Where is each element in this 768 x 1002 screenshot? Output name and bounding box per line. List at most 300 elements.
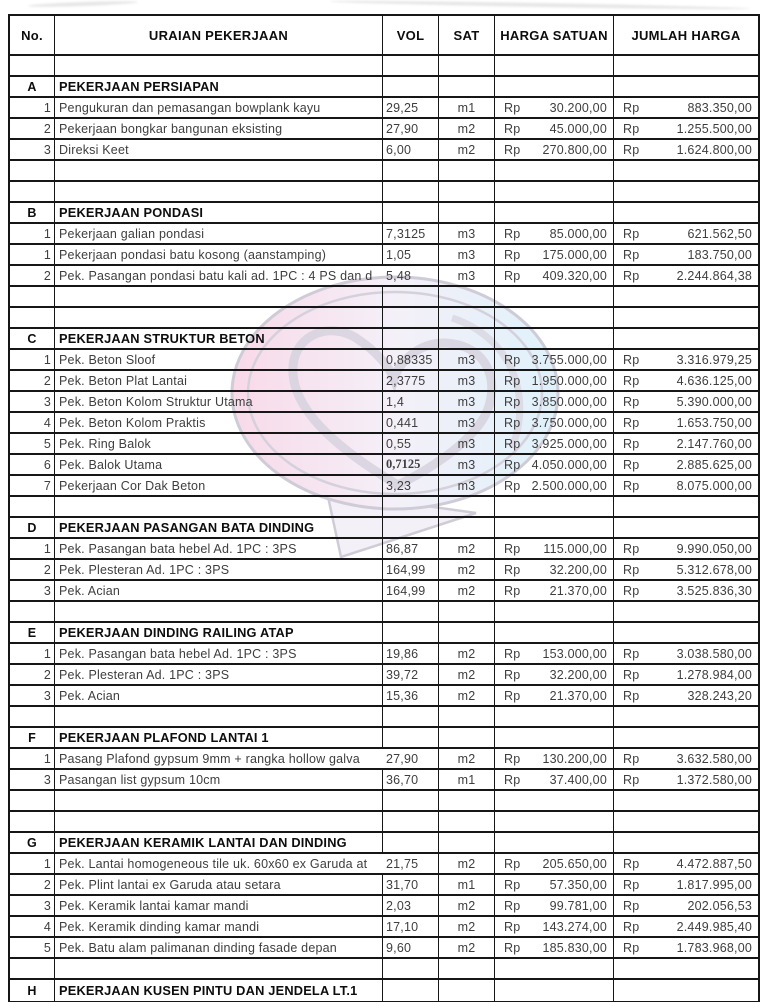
unit-cell: m2 bbox=[439, 854, 495, 873]
amount-value: 183.750,00 bbox=[687, 247, 752, 262]
unit-price-cell bbox=[495, 245, 614, 264]
unit-price-cell bbox=[495, 371, 614, 390]
row-number-cell bbox=[10, 56, 55, 75]
volume-cell bbox=[383, 287, 439, 306]
table-row bbox=[10, 875, 758, 896]
cost-estimate-table bbox=[8, 14, 760, 1002]
unit-price-cell bbox=[495, 287, 614, 306]
row-number-cell: 1 bbox=[10, 749, 55, 768]
empty-row bbox=[10, 959, 758, 980]
unit-price-cell bbox=[495, 980, 614, 1001]
row-number-cell: B bbox=[10, 203, 55, 222]
work-description-cell: PEKERJAAN DINDING RAILING ATAP bbox=[55, 623, 383, 642]
total-price-cell bbox=[614, 245, 758, 264]
row-number-cell: 2 bbox=[10, 560, 55, 579]
unit-cell: m2 bbox=[439, 560, 495, 579]
unit-cell bbox=[439, 833, 495, 852]
row-number-cell bbox=[10, 707, 55, 726]
volume-cell bbox=[383, 707, 439, 726]
unit-cell: m2 bbox=[439, 686, 495, 705]
amount-value: 1.624.800,00 bbox=[676, 142, 752, 157]
currency-label: Rp bbox=[504, 436, 521, 451]
volume-cell bbox=[383, 497, 439, 516]
work-description-cell: Pek. Batu alam palimanan dinding fasade depan bbox=[55, 938, 383, 957]
amount-value: 85.000,00 bbox=[549, 226, 607, 241]
work-description-cell bbox=[55, 497, 383, 516]
unit-cell bbox=[439, 287, 495, 306]
work-description-cell: Pek. Keramik lantai kamar mandi bbox=[55, 896, 383, 915]
row-number-cell bbox=[10, 287, 55, 306]
amount-value: 5.390.000,00 bbox=[676, 394, 752, 409]
amount-value: 4.472.887,50 bbox=[676, 856, 752, 871]
volume-cell: 86,87 bbox=[383, 539, 439, 558]
total-price-cell bbox=[614, 959, 758, 978]
currency-label: Rp bbox=[504, 541, 521, 556]
total-price-cell bbox=[614, 686, 758, 705]
total-price-cell bbox=[614, 266, 758, 285]
work-description-cell: Pek. Pasangan pondasi batu kali ad. 1PC : 4 PS dan d bbox=[59, 268, 373, 283]
work-description-cell: Pek. Beton Kolom Struktur Utama bbox=[55, 392, 383, 411]
work-description-cell bbox=[55, 812, 383, 831]
total-price-cell bbox=[614, 749, 758, 768]
work-description-cell: PEKERJAAN PERSIAPAN bbox=[55, 77, 383, 96]
volume-cell: 17,10 bbox=[383, 917, 439, 936]
scan-artifact bbox=[28, 0, 138, 8]
currency-label: Rp bbox=[623, 751, 640, 766]
amount-value: 1.950.000,00 bbox=[531, 373, 607, 388]
currency-label: Rp bbox=[623, 583, 640, 598]
currency-label: Rp bbox=[623, 373, 640, 388]
row-number-cell: 2 bbox=[10, 665, 55, 684]
column-header-jumlah-harga: JUMLAH HARGA bbox=[631, 27, 741, 43]
unit-price-cell bbox=[495, 959, 614, 978]
section-row bbox=[10, 518, 758, 539]
section-row bbox=[10, 203, 758, 224]
volume-cell bbox=[383, 791, 439, 810]
currency-label: Rp bbox=[623, 268, 640, 283]
unit-cell bbox=[439, 602, 495, 621]
work-description-cell: PEKERJAAN PASANGAN BATA DINDING bbox=[55, 518, 383, 537]
unit-price-cell bbox=[495, 308, 614, 327]
table-header-row bbox=[10, 16, 758, 56]
unit-price-cell bbox=[495, 182, 614, 201]
amount-value: 8.075.000,00 bbox=[676, 478, 752, 493]
work-description-cell: Pek. Balok Utama bbox=[55, 455, 383, 474]
empty-row bbox=[10, 812, 758, 833]
amount-value: 21.370,00 bbox=[549, 688, 607, 703]
row-number-cell: 2 bbox=[10, 875, 55, 894]
volume-cell bbox=[383, 980, 439, 1001]
row-number-cell: A bbox=[10, 77, 55, 96]
amount-value: 3.750.000,00 bbox=[531, 415, 607, 430]
currency-label: Rp bbox=[623, 478, 640, 493]
work-description-cell: Pek. Plesteran Ad. 1PC : 3PS bbox=[55, 560, 383, 579]
work-description-cell bbox=[55, 56, 383, 75]
unit-price-cell bbox=[495, 350, 614, 369]
total-price-cell bbox=[614, 350, 758, 369]
unit-price-cell bbox=[495, 812, 614, 831]
table-row bbox=[10, 917, 758, 938]
total-price-cell bbox=[614, 308, 758, 327]
section-row bbox=[10, 329, 758, 350]
table-row bbox=[10, 539, 758, 560]
currency-label: Rp bbox=[504, 415, 521, 430]
volume-cell: 36,70 bbox=[383, 770, 439, 789]
unit-price-cell bbox=[495, 791, 614, 810]
currency-label: Rp bbox=[623, 100, 640, 115]
currency-label: Rp bbox=[623, 856, 640, 871]
currency-label: Rp bbox=[504, 100, 521, 115]
table-row bbox=[10, 413, 758, 434]
unit-price-cell bbox=[495, 581, 614, 600]
volume-cell bbox=[383, 182, 439, 201]
work-description-cell: Pek. Lantai homogeneous tile uk. 60x60 ex Garuda at bbox=[59, 856, 368, 871]
currency-label: Rp bbox=[623, 919, 640, 934]
volume-cell: 9,60 bbox=[383, 938, 439, 957]
amount-value: 1.653.750,00 bbox=[676, 415, 752, 430]
unit-price-cell bbox=[495, 686, 614, 705]
empty-row bbox=[10, 707, 758, 728]
volume-cell bbox=[383, 56, 439, 75]
work-description-cell bbox=[55, 959, 383, 978]
row-number-cell: 3 bbox=[10, 140, 55, 159]
row-number-cell bbox=[10, 161, 55, 180]
unit-price-cell bbox=[495, 875, 614, 894]
column-header-uraian: URAIAN PEKERJAAN bbox=[55, 16, 383, 54]
amount-value: 202.056,53 bbox=[687, 898, 752, 913]
work-description-cell: PEKERJAAN KERAMIK LANTAI DAN DINDING bbox=[55, 833, 383, 852]
total-price-cell bbox=[614, 56, 758, 75]
total-price-cell bbox=[614, 287, 758, 306]
amount-value: 32.200,00 bbox=[549, 667, 607, 682]
table-row bbox=[10, 392, 758, 413]
amount-value: 3.038.580,00 bbox=[676, 646, 752, 661]
currency-label: Rp bbox=[504, 667, 521, 682]
row-number-cell: 6 bbox=[10, 455, 55, 474]
work-description-cell: Pek. Acian bbox=[55, 686, 383, 705]
currency-label: Rp bbox=[504, 268, 521, 283]
volume-cell: 0,441 bbox=[383, 413, 439, 432]
unit-cell: m3 bbox=[439, 371, 495, 390]
amount-value: 185.830,00 bbox=[542, 940, 607, 955]
amount-value: 328.243,20 bbox=[687, 688, 752, 703]
unit-cell: m3 bbox=[439, 266, 495, 285]
unit-cell bbox=[439, 980, 495, 1001]
amount-value: 3.755.000,00 bbox=[531, 352, 607, 367]
unit-price-cell bbox=[495, 266, 614, 285]
volume-cell: 29,25 bbox=[383, 98, 439, 117]
volume-cell bbox=[383, 812, 439, 831]
volume-cell bbox=[383, 161, 439, 180]
volume-cell: 164,99 bbox=[383, 581, 439, 600]
section-row bbox=[10, 833, 758, 854]
currency-label: Rp bbox=[623, 646, 640, 661]
currency-label: Rp bbox=[504, 898, 521, 913]
row-number-cell: 1 bbox=[10, 854, 55, 873]
volume-cell bbox=[383, 308, 439, 327]
amount-value: 2.885.625,00 bbox=[676, 457, 752, 472]
unit-cell bbox=[439, 959, 495, 978]
table-row bbox=[10, 476, 758, 497]
row-number-cell bbox=[10, 812, 55, 831]
volume-cell bbox=[383, 623, 439, 642]
total-price-cell bbox=[614, 833, 758, 852]
work-description-cell: PEKERJAAN STRUKTUR BETON bbox=[55, 329, 383, 348]
unit-price-cell bbox=[495, 770, 614, 789]
volume-cell: 0,88335 bbox=[383, 350, 439, 369]
unit-cell bbox=[439, 308, 495, 327]
volume-cell: 15,36 bbox=[383, 686, 439, 705]
volume-cell: 27,90 bbox=[383, 749, 439, 768]
row-number-cell: E bbox=[10, 623, 55, 642]
row-number-cell: 4 bbox=[10, 413, 55, 432]
unit-cell: m3 bbox=[439, 476, 495, 495]
currency-label: Rp bbox=[623, 352, 640, 367]
unit-cell: m2 bbox=[439, 581, 495, 600]
amount-value: 37.400,00 bbox=[549, 772, 607, 787]
total-price-cell bbox=[614, 77, 758, 96]
volume-cell bbox=[383, 602, 439, 621]
total-price-cell bbox=[614, 938, 758, 957]
amount-value: 57.350,00 bbox=[549, 877, 607, 892]
volume-cell bbox=[383, 203, 439, 222]
row-number-cell: 5 bbox=[10, 434, 55, 453]
unit-price-cell bbox=[495, 539, 614, 558]
amount-value: 30.200,00 bbox=[549, 100, 607, 115]
table-row bbox=[10, 749, 758, 770]
work-description-cell bbox=[55, 161, 383, 180]
volume-cell: 2,03 bbox=[383, 896, 439, 915]
unit-price-cell bbox=[495, 140, 614, 159]
unit-cell bbox=[439, 728, 495, 747]
unit-cell: m2 bbox=[439, 119, 495, 138]
total-price-cell bbox=[614, 770, 758, 789]
row-number-cell: C bbox=[10, 329, 55, 348]
work-description-cell: Pek. Acian bbox=[55, 581, 383, 600]
amount-value: 3.925.000,00 bbox=[531, 436, 607, 451]
total-price-cell bbox=[614, 875, 758, 894]
unit-price-cell bbox=[495, 665, 614, 684]
work-description-cell: Pekerjaan Cor Dak Beton bbox=[55, 476, 383, 495]
total-price-cell bbox=[614, 602, 758, 621]
total-price-cell bbox=[614, 455, 758, 474]
volume-cell: 3,23 bbox=[383, 476, 439, 495]
total-price-cell bbox=[614, 560, 758, 579]
currency-label: Rp bbox=[504, 121, 521, 136]
currency-label: Rp bbox=[623, 415, 640, 430]
row-number-cell: 1 bbox=[10, 245, 55, 264]
total-price-cell bbox=[614, 329, 758, 348]
currency-label: Rp bbox=[623, 541, 640, 556]
unit-cell: m2 bbox=[439, 665, 495, 684]
unit-cell bbox=[439, 812, 495, 831]
volume-cell bbox=[383, 833, 439, 852]
volume-cell: 7,3125 bbox=[383, 224, 439, 243]
unit-cell: m3 bbox=[439, 413, 495, 432]
currency-label: Rp bbox=[623, 877, 640, 892]
amount-value: 2.449.985,40 bbox=[676, 919, 752, 934]
volume-cell: 1,4 bbox=[383, 392, 439, 411]
total-price-cell bbox=[614, 707, 758, 726]
row-number-cell: 5 bbox=[10, 938, 55, 957]
currency-label: Rp bbox=[623, 940, 640, 955]
work-description-cell: Pek. Pasangan bata hebel Ad. 1PC : 3PS bbox=[55, 539, 383, 558]
table-row bbox=[10, 581, 758, 602]
amount-value: 115.000,00 bbox=[543, 541, 607, 556]
unit-price-cell bbox=[495, 917, 614, 936]
unit-price-cell bbox=[495, 476, 614, 495]
currency-label: Rp bbox=[504, 373, 521, 388]
currency-label: Rp bbox=[504, 940, 521, 955]
section-row bbox=[10, 623, 758, 644]
currency-label: Rp bbox=[504, 856, 521, 871]
table-row bbox=[10, 98, 758, 119]
empty-row bbox=[10, 602, 758, 623]
currency-label: Rp bbox=[504, 919, 521, 934]
amount-value: 21.370,00 bbox=[549, 583, 607, 598]
row-number-cell: 7 bbox=[10, 476, 55, 495]
currency-label: Rp bbox=[504, 772, 521, 787]
total-price-cell bbox=[614, 728, 758, 747]
row-number-cell: 1 bbox=[10, 644, 55, 663]
empty-row bbox=[10, 308, 758, 329]
unit-cell bbox=[439, 77, 495, 96]
amount-value: 2.147.760,00 bbox=[676, 436, 752, 451]
currency-label: Rp bbox=[623, 247, 640, 262]
amount-value: 3.316.979,25 bbox=[676, 352, 752, 367]
total-price-cell bbox=[614, 476, 758, 495]
amount-value: 3.850.000,00 bbox=[531, 394, 607, 409]
row-number-cell bbox=[10, 602, 55, 621]
unit-cell: m2 bbox=[439, 896, 495, 915]
column-header-harga-satuan: HARGA SATUAN bbox=[495, 16, 614, 54]
table-row bbox=[10, 119, 758, 140]
volume-cell bbox=[383, 959, 439, 978]
table-row bbox=[10, 938, 758, 959]
unit-cell bbox=[439, 56, 495, 75]
amount-value: 1.783.968,00 bbox=[676, 940, 752, 955]
currency-label: Rp bbox=[504, 751, 521, 766]
empty-row bbox=[10, 161, 758, 182]
work-description-cell: Pek. Beton Kolom Praktis bbox=[55, 413, 383, 432]
work-description-cell bbox=[55, 308, 383, 327]
total-price-cell bbox=[614, 518, 758, 537]
currency-label: Rp bbox=[504, 583, 521, 598]
row-number-cell: G bbox=[10, 833, 55, 852]
work-description-cell: Pek. Keramik dinding kamar mandi bbox=[55, 917, 383, 936]
amount-value: 3.632.580,00 bbox=[676, 751, 752, 766]
unit-price-cell bbox=[495, 161, 614, 180]
volume-cell bbox=[383, 518, 439, 537]
work-description-cell: Direksi Keet bbox=[55, 140, 383, 159]
volume-cell: 39,72 bbox=[383, 665, 439, 684]
amount-value: 270.800,00 bbox=[542, 142, 607, 157]
table-row bbox=[10, 686, 758, 707]
currency-label: Rp bbox=[504, 877, 521, 892]
currency-label: Rp bbox=[504, 688, 521, 703]
unit-price-cell bbox=[495, 749, 614, 768]
empty-row bbox=[10, 182, 758, 203]
amount-value: 1.278.984,00 bbox=[676, 667, 752, 682]
volume-cell: 27,90 bbox=[383, 119, 439, 138]
unit-price-cell bbox=[495, 560, 614, 579]
unit-cell bbox=[439, 623, 495, 642]
volume-cell: 0,7125 bbox=[383, 455, 439, 474]
unit-price-cell bbox=[495, 728, 614, 747]
total-price-cell bbox=[614, 119, 758, 138]
unit-price-cell bbox=[495, 98, 614, 117]
work-description-cell: PEKERJAAN KUSEN PINTU DAN JENDELA LT.1 bbox=[55, 980, 383, 1001]
unit-cell bbox=[439, 497, 495, 516]
volume-cell: 1,05 bbox=[383, 245, 439, 264]
total-price-cell bbox=[614, 665, 758, 684]
total-price-cell bbox=[614, 497, 758, 516]
volume-cell: 0,55 bbox=[383, 434, 439, 453]
currency-label: Rp bbox=[504, 142, 521, 157]
table-body bbox=[10, 56, 758, 1001]
unit-cell: m2 bbox=[439, 749, 495, 768]
row-number-cell bbox=[10, 959, 55, 978]
row-number-cell: D bbox=[10, 518, 55, 537]
table-row bbox=[10, 644, 758, 665]
row-number-cell: 1 bbox=[10, 350, 55, 369]
row-number-cell: 1 bbox=[10, 98, 55, 117]
column-header-sat: SAT bbox=[439, 16, 495, 54]
table-row bbox=[10, 266, 758, 287]
total-price-cell bbox=[614, 413, 758, 432]
table-row bbox=[10, 854, 758, 875]
work-description-cell: Pek. Plint lantai ex Garuda atau setara bbox=[55, 875, 383, 894]
amount-value: 1.372.580,00 bbox=[676, 772, 752, 787]
table-row bbox=[10, 455, 758, 476]
total-price-cell bbox=[614, 539, 758, 558]
amount-value: 45.000,00 bbox=[549, 121, 607, 136]
unit-cell bbox=[439, 791, 495, 810]
currency-label: Rp bbox=[623, 457, 640, 472]
empty-row bbox=[10, 791, 758, 812]
currency-label: Rp bbox=[623, 688, 640, 703]
unit-cell bbox=[439, 203, 495, 222]
work-description-cell: Pek. Ring Balok bbox=[55, 434, 383, 453]
unit-cell bbox=[439, 161, 495, 180]
table-row bbox=[10, 896, 758, 917]
currency-label: Rp bbox=[504, 562, 521, 577]
work-description-cell: Pek. Plesteran Ad. 1PC : 3PS bbox=[55, 665, 383, 684]
work-description-cell bbox=[55, 602, 383, 621]
unit-cell: m3 bbox=[439, 392, 495, 411]
row-number-cell: 2 bbox=[10, 371, 55, 390]
unit-price-cell bbox=[495, 518, 614, 537]
total-price-cell bbox=[614, 917, 758, 936]
row-number-cell bbox=[10, 182, 55, 201]
unit-price-cell bbox=[495, 392, 614, 411]
total-price-cell bbox=[614, 224, 758, 243]
unit-price-cell bbox=[495, 203, 614, 222]
table-row bbox=[10, 224, 758, 245]
unit-cell: m1 bbox=[439, 875, 495, 894]
empty-row bbox=[10, 56, 758, 77]
currency-label: Rp bbox=[504, 646, 521, 661]
currency-label: Rp bbox=[623, 121, 640, 136]
amount-value: 621.562,50 bbox=[687, 226, 752, 241]
amount-value: 153.000,00 bbox=[542, 646, 607, 661]
total-price-cell bbox=[614, 623, 758, 642]
unit-cell: m2 bbox=[439, 539, 495, 558]
unit-price-cell bbox=[495, 119, 614, 138]
volume-cell bbox=[383, 329, 439, 348]
row-number-cell: 3 bbox=[10, 686, 55, 705]
currency-label: Rp bbox=[504, 457, 521, 472]
